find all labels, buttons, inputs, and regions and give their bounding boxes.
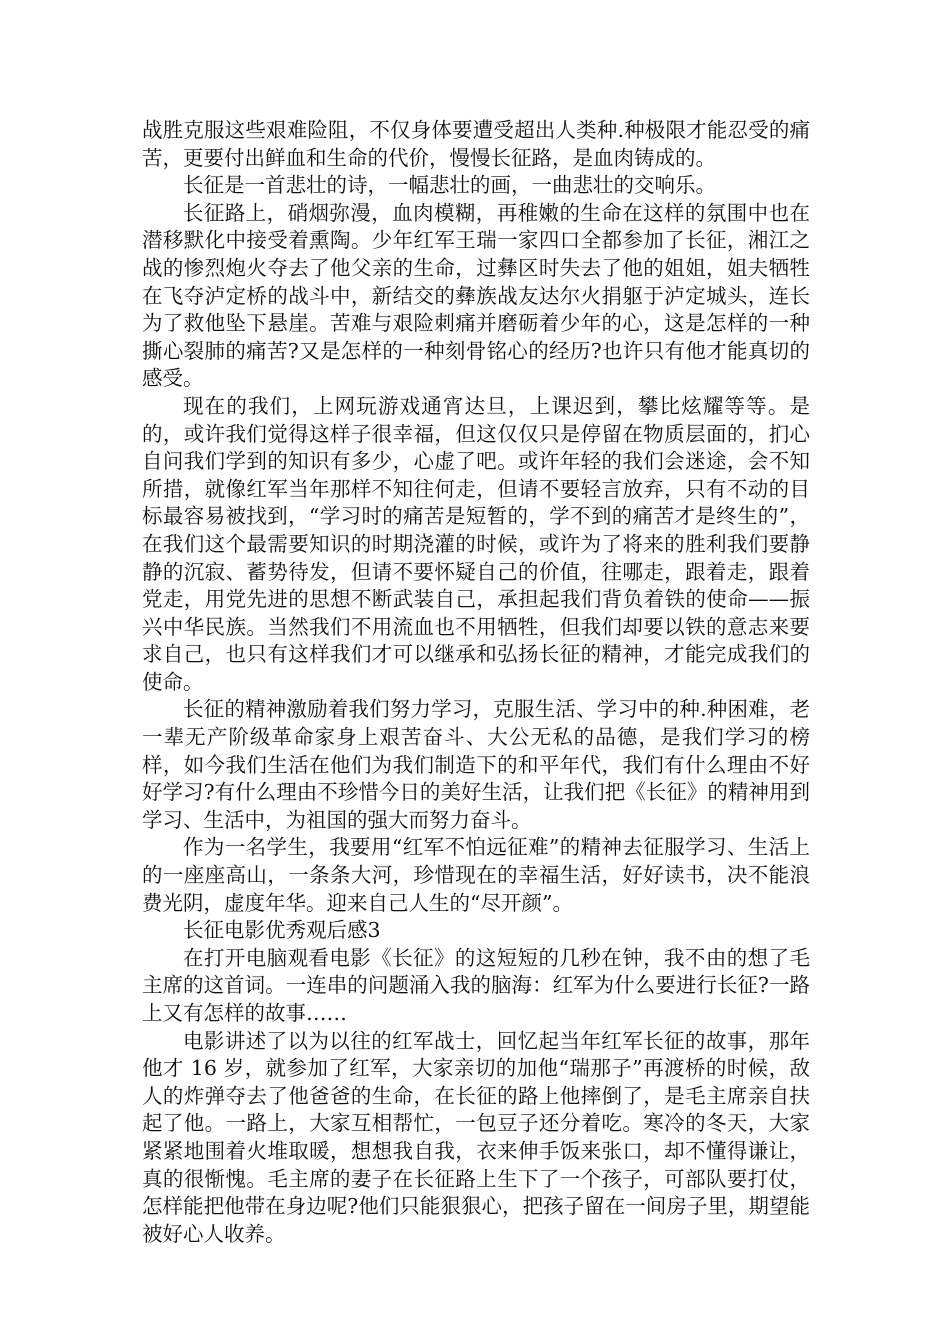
paragraph-modern-us: 现在的我们，上网玩游戏通宵达旦，上课迟到，攀比炫耀等等。是的，或许我们觉得这样子很幸福，但这仅仅只是停留在物质层面的，扪心自问我们学到的知识有多少，心虚了吧。或许年轻的我们会迷途，会不知所措，就像红军当年那样不知往何走，但请不要轻言放弃，只有不动的目标最容易被找到，“学习时的痛苦是短暂的，学不到的痛苦才是终生的”，在我们这个最需要知识的时期浇灌的时候，或许为了将来的胜利我们要静静的沉寂、蓄势待发，但请不要怀疑自己的价值，往哪走，跟着走，跟着党走，用党先进的思想不断武装自己，承担起我们背负着铁的使命——振兴中华民族。当然我们不用流血也不用牺牲，但我们却要以铁的意志来要求自己，也只有这样我们才可以继承和弘扬长征的精神，才能完成我们的使命。 — [142, 393, 810, 694]
paragraph-spirit-inspires: 长征的精神激励着我们努力学习，克服生活、学习中的种.种困难，老一辈无产阶级革命家身上艰苦奋斗、大公无私的品德，是我们学习的榜样，如今我们生活在他们为我们制造下的和平年代，我们有什么理由不好好学习?有什么理由不珍惜今日的美好生活，让我们把《长征》的精神用到学习、生活中，为祖国的强大而努力奋斗。 — [142, 697, 810, 832]
paragraph-watching-movie: 在打开电脑观看电影《长征》的这短短的几秒在钟，我不由的想了毛主席的这首词。一连串的问题涌入我的脑海：红军为什么要进行长征?一路上又有怎样的故事…… — [142, 945, 810, 1025]
document-body — [142, 117, 810, 1248]
paragraph-wang-rui-story: 长征路上，硝烟弥漫，血肉模糊，再稚嫩的生命在这样的氛围中也在潜移默化中接受着熏陶。少年红军王瑞一家四口全都参加了长征，湘江之战的惨烈炮火夺去了他父亲的生命，过彝区时失去了他的姐姐，姐夫牺牲在飞夺泸定桥的战斗中，新结交的彝族战友达尔火捐躯于泸定城头，连长为了救他坠下悬崖。苦难与艰险刺痛并磨砺着少年的心，这是怎样的一种撕心裂肺的痛苦?又是怎样的一种刻骨铭心的经历?也许只有他才能真切的感受。 — [142, 200, 810, 391]
paragraph-long-march-poem: 长征是一首悲壮的诗，一幅悲壮的画，一曲悲壮的交响乐。 — [183, 173, 716, 198]
paragraph-as-a-student: 作为一名学生，我要用“红军不怕远征难”的精神去征服学习、生活上的一座座高山，一条条大河，珍惜现在的幸福生活，好好读书，决不能浪费光阴，虚度年华。迎来自己人生的“尽开颜”。 — [142, 835, 810, 915]
paragraph-movie-plot: 电影讲述了以为以往的红军战士，回忆起当年红军长征的故事，那年他才 16 岁，就参加了红军，大家亲切的加他“瑞那子”再渡桥的时候，敌人的炸弹夺去了他爸爸的生命，在长征的路上他摔倒了，是毛主席亲自扶起了他。一路上，大家互相帮忙，一包豆子还分着吃。寒冷的冬天，大家紧紧地围着火堆取暖，想想我自我，衣来伸手饭来张口，却不懂得谦让，真的很惭愧。毛主席的妻子在长征路上生下了一个孩子，可部队要打仗，怎样能把他带在身边呢?他们只能狠狠心，把孩子留在一间房子里，期望能被好心人收养。 — [142, 1028, 810, 1246]
section-heading-review-3: 长征电影优秀观后感3 — [183, 918, 381, 943]
paragraph-continuation: 战胜克服这些艰难险阻，不仅身体要遭受超出人类种.种极限才能忍受的痛苦，更要付出鲜血和生命的代价，慢慢长征路，是血肉铸成的。 — [142, 118, 810, 170]
